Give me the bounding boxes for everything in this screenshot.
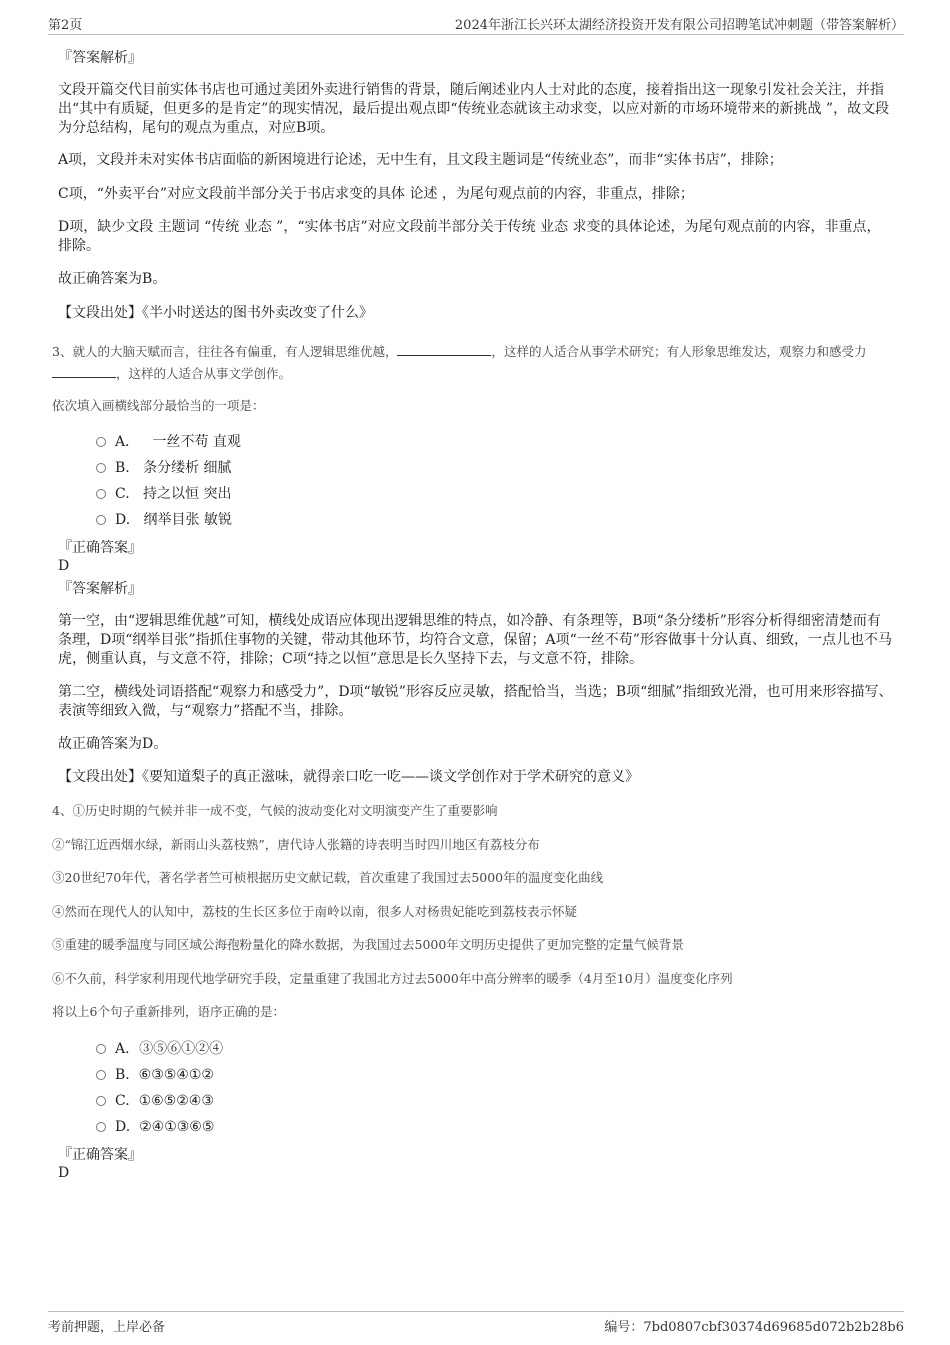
answer-label: 『正确答案』 — [58, 1147, 142, 1163]
page-number: 第2页 — [48, 18, 83, 33]
analysis-paragraph: 第一空，由“逻辑思维优越”可知，横线处成语应体现出逻辑思维的特点，如冷静、有条理等，B项“条分缕析”形容分析得细密清楚而有条理，D项“纲举目张”指抓住事物的关键，带动其他环节，均符合文意，保留；A项“一丝不苟”形容做事十分认真、细致，一点儿也不马虎，侧重认真，与文意不符，排除；C项“持之以恒”意思是长久坚持下去，与文意不符，排除。 — [58, 613, 892, 667]
question-stem: 3、就人的大脑天赋而言，往往各有偏重，有人逻辑思维优越， ，这样的人适合从事学术研究；有人形象思维发达，观察力和感受力，这样的人适合从事文学创作。 — [52, 344, 867, 381]
footer-slogan: 考前押题，上岸必备 — [48, 1320, 166, 1335]
answer-label: 『正确答案』 — [58, 540, 142, 556]
sentence-6: ⑥不久前，科学家利用现代地学研究手段，定量重建了我国北方过去5000年中高分辨率的暖季（4月至10月）温度变化序列 — [52, 971, 733, 986]
fill-blank — [397, 342, 491, 356]
document-id: 编号：7bd0807cbf30374d69685d072b2b28b6 — [604, 1320, 904, 1335]
analysis-paragraph: C项，“外卖平台”对应文段前半部分关于书店求变的具体 论述 ，为尾句观点前的内容，非重点，排除； — [58, 186, 694, 202]
radio-button[interactable] — [96, 1044, 106, 1054]
analysis-label: 『答案解析』 — [58, 581, 142, 597]
analysis-paragraph: 第二空，横线处词语搭配“观察力和感受力”，D项“敏锐”形容反应灵敏，搭配恰当，当选；B项“细腻”指细致光滑，也可用来形容描写、表演等细致入微，与“观察力”搭配不当，排除。 — [58, 684, 893, 719]
source-citation: 【文段出处】《要知道梨子的真正滋味，就得亲口吃一吃——谈文学创作对于学术研究的意义》 — [58, 769, 639, 785]
conclusion: 故正确答案为B。 — [58, 271, 167, 287]
radio-button[interactable] — [96, 437, 106, 447]
option-a[interactable]: A． 一丝不苟 直观 — [96, 433, 241, 451]
analysis-paragraph: A项，文段并未对实体书店面临的新困境进行论述，无中生有，且文段主题词是“传统业态”，而非“实体书店”，排除； — [58, 152, 783, 168]
answer-value: D — [58, 558, 70, 574]
radio-button[interactable] — [96, 1096, 106, 1106]
sentence-3: ③20世纪70年代，著名学者竺可桢根据历史文献记载，首次重建了我国过去5000年的温度变化曲线 — [52, 870, 604, 885]
conclusion: 故正确答案为D。 — [58, 736, 168, 752]
sentence-4: ④然而在现代人的认知中，荔枝的生长区多位于南岭以南，很多人对杨贵妃能吃到荔枝表示怀疑 — [52, 904, 578, 919]
analysis-paragraph: 文段开篇交代目前实体书店也可通过美团外卖进行销售的背景，随后阐述业内人士对此的态度，接着指出这一现象引发社会关注，并指出“其中有质疑，但更多的是肯定”的现实情况，最后提出观点即“传统业态就该主动求变，以应对新的市场环境带来的新挑战 ”，故文段为分总结构，尾句的观点为重点，对应B项。 — [58, 82, 890, 136]
question-prompt: 将以上6个句子重新排列，语序正确的是： — [52, 1004, 285, 1019]
source-citation: 【文段出处】《半小时送达的图书外卖改变了什么》 — [58, 305, 373, 321]
radio-button[interactable] — [96, 1122, 106, 1132]
radio-button[interactable] — [96, 463, 106, 473]
fill-blank — [52, 364, 116, 378]
page-header — [48, 14, 904, 35]
option-c[interactable]: C. 持之以恒 突出 — [96, 485, 231, 503]
option-a[interactable]: A．③⑤⑥①②④ — [96, 1040, 223, 1058]
analysis-label: 『答案解析』 — [58, 50, 142, 66]
sentence-1: 4、①历史时期的气候并非一成不变，气候的波动变化对文明演变产生了重要影响 — [52, 803, 498, 818]
option-d[interactable]: D. 纲举目张 敏锐 — [96, 511, 232, 529]
document-title: 2024年浙江长兴环太湖经济投资开发有限公司招聘笔试冲刺题（带答案解析） — [454, 18, 904, 33]
option-b[interactable]: B. 条分缕析 细腻 — [96, 459, 232, 477]
answer-value: D — [58, 1165, 70, 1181]
radio-button[interactable] — [96, 515, 106, 525]
option-b[interactable]: B. ⑥③⑤④①② — [96, 1066, 214, 1084]
option-c[interactable]: C. ①⑥⑤②④③ — [96, 1092, 214, 1110]
sentence-2: ②“锦江近西烟水绿，新雨山头荔枝熟”，唐代诗人张籍的诗表明当时四川地区有荔枝分布 — [52, 837, 540, 852]
radio-button[interactable] — [96, 1070, 106, 1080]
page-footer — [48, 1311, 904, 1334]
analysis-paragraph: D项，缺少文段 主题词 “传统 业态 ”，“实体书店”对应文段前半部分关于传统 业态 求变的具体论述，为尾句观点前的内容，非重点，排除。 — [58, 219, 881, 254]
radio-button[interactable] — [96, 489, 106, 499]
sentence-5: ⑤重建的暖季温度与同区域公海孢粉量化的降水数据，为我国过去5000年文明历史提供了更加完整的定量气候背景 — [52, 937, 684, 952]
question-prompt: 依次填入画横线部分最恰当的一项是： — [52, 398, 265, 413]
option-d[interactable]: D. ②④①③⑥⑤ — [96, 1118, 214, 1136]
